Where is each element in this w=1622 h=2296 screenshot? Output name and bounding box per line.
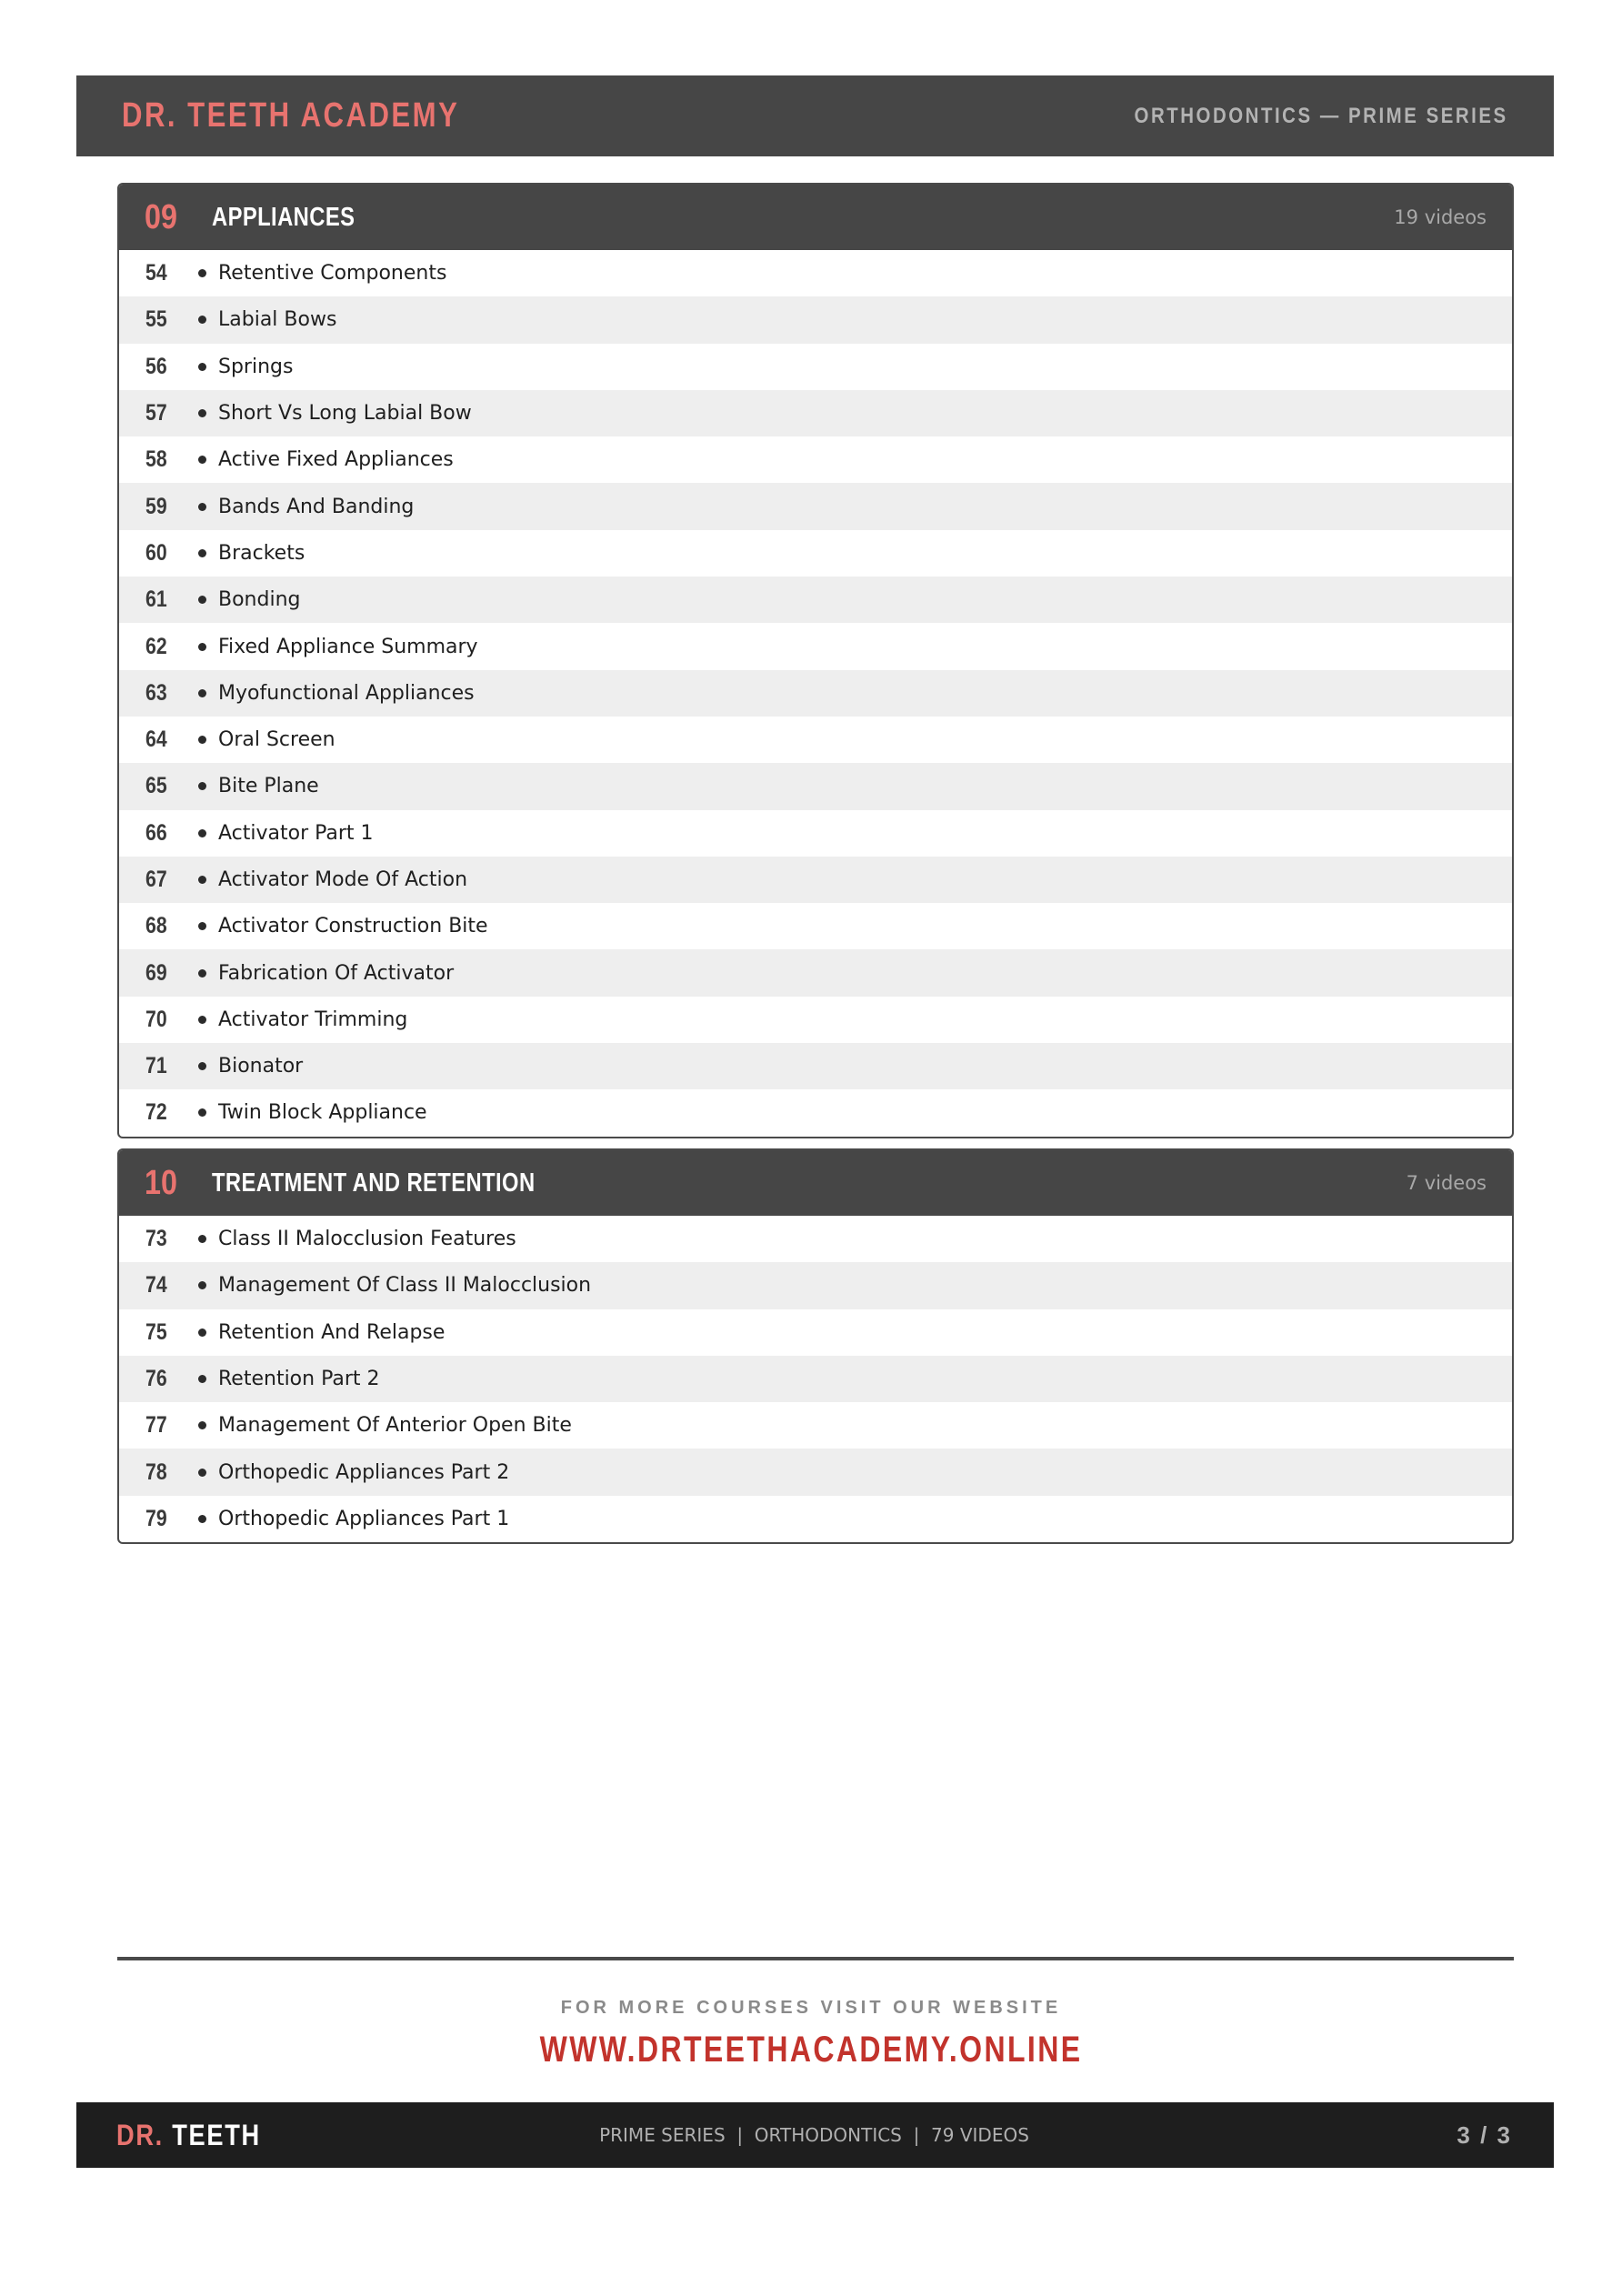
bullet-icon bbox=[198, 503, 206, 511]
item-number: 55 bbox=[145, 306, 167, 333]
page-footer bbox=[76, 2102, 1554, 2168]
bullet-icon bbox=[198, 1016, 206, 1024]
bullet-icon bbox=[198, 1281, 206, 1289]
item-label: Management Of Anterior Open Bite bbox=[218, 1414, 572, 1438]
list-item bbox=[119, 1402, 1512, 1449]
list-item bbox=[119, 717, 1512, 763]
list-item bbox=[119, 577, 1512, 623]
bullet-icon bbox=[198, 316, 206, 324]
item-label: Retention And Relapse bbox=[218, 1320, 446, 1344]
item-number: 58 bbox=[145, 446, 167, 473]
item-label: Retention Part 2 bbox=[218, 1368, 380, 1391]
list-item bbox=[119, 436, 1512, 483]
item-number: 73 bbox=[145, 1226, 167, 1252]
item-number: 78 bbox=[145, 1459, 167, 1485]
list-item bbox=[119, 810, 1512, 857]
bullet-icon bbox=[198, 922, 206, 930]
item-label: Activator Trimming bbox=[218, 1008, 408, 1031]
item-number: 70 bbox=[145, 1006, 167, 1032]
item-number: 77 bbox=[145, 1412, 167, 1439]
series-subtitle: ORTHODONTICS — PRIME SERIES bbox=[1134, 103, 1508, 128]
item-number: 65 bbox=[145, 773, 167, 799]
item-number: 69 bbox=[145, 959, 167, 986]
item-number: 71 bbox=[145, 1053, 167, 1079]
list-item bbox=[119, 1309, 1512, 1356]
item-label: Fixed Appliance Summary bbox=[218, 635, 478, 658]
list-item bbox=[119, 296, 1512, 343]
item-number: 56 bbox=[145, 353, 167, 379]
list-item bbox=[119, 344, 1512, 390]
item-label: Springs bbox=[218, 355, 294, 378]
item-label: Retentive Components bbox=[218, 262, 447, 286]
list-item bbox=[119, 1449, 1512, 1495]
bullet-icon bbox=[198, 269, 206, 277]
bullet-icon bbox=[198, 829, 206, 837]
item-label: Bite Plane bbox=[218, 775, 319, 798]
list-item bbox=[119, 1496, 1512, 1542]
footer-brand bbox=[116, 2119, 302, 2152]
item-number: 60 bbox=[145, 539, 167, 566]
bullet-icon bbox=[198, 1375, 206, 1383]
bullet-icon bbox=[198, 1108, 206, 1117]
bullet-icon bbox=[198, 782, 206, 790]
item-number: 79 bbox=[145, 1505, 167, 1531]
footer-brand-teeth: TEETH bbox=[172, 2118, 261, 2151]
bullet-icon bbox=[198, 363, 206, 371]
list-item bbox=[119, 903, 1512, 949]
item-number: 75 bbox=[145, 1318, 167, 1345]
bullet-icon bbox=[198, 1235, 206, 1243]
item-number: 76 bbox=[145, 1366, 167, 1392]
section-number: 09 bbox=[145, 197, 177, 236]
section-item-list bbox=[119, 1216, 1512, 1542]
footer-divider bbox=[117, 1957, 1514, 1960]
list-item bbox=[119, 1043, 1512, 1089]
section-title: APPLIANCES bbox=[212, 202, 355, 232]
item-label: Twin Block Appliance bbox=[218, 1101, 427, 1125]
item-label: Bionator bbox=[218, 1055, 304, 1078]
section-appliances bbox=[117, 183, 1514, 1138]
item-number: 64 bbox=[145, 727, 167, 753]
item-label: Active Fixed Appliances bbox=[218, 448, 454, 472]
item-label: Class II Malocclusion Features bbox=[218, 1228, 516, 1251]
footer-brand-dr: DR. bbox=[116, 2118, 164, 2151]
bullet-icon bbox=[198, 689, 206, 697]
item-number: 61 bbox=[145, 587, 167, 613]
item-label: Bands And Banding bbox=[218, 495, 415, 518]
item-label: Activator Mode Of Action bbox=[218, 868, 468, 891]
bullet-icon bbox=[198, 1515, 206, 1523]
list-item bbox=[119, 390, 1512, 436]
item-label: Fabrication Of Activator bbox=[218, 961, 455, 985]
page-header bbox=[76, 75, 1554, 156]
item-label: Activator Part 1 bbox=[218, 821, 374, 845]
visit-website-text: FOR MORE COURSES VISIT OUR WEBSITE bbox=[560, 1998, 1062, 2018]
section-video-count: 19 videos bbox=[1394, 206, 1487, 228]
item-label: Activator Construction Bite bbox=[218, 915, 488, 938]
bullet-icon bbox=[198, 409, 206, 417]
item-number: 72 bbox=[145, 1099, 167, 1126]
list-item bbox=[119, 1216, 1512, 1262]
bullet-icon bbox=[198, 596, 206, 604]
item-number: 74 bbox=[145, 1272, 167, 1298]
list-item bbox=[119, 623, 1512, 669]
item-number: 59 bbox=[145, 493, 167, 519]
list-item bbox=[119, 949, 1512, 996]
website-link[interactable] bbox=[0, 2030, 1622, 2070]
list-item bbox=[119, 530, 1512, 577]
list-item bbox=[119, 670, 1512, 717]
item-number: 66 bbox=[145, 819, 167, 846]
item-number: 67 bbox=[145, 867, 167, 892]
section-item-list bbox=[119, 250, 1512, 1137]
item-number: 54 bbox=[145, 260, 167, 286]
item-label: Orthopedic Appliances Part 1 bbox=[218, 1507, 510, 1530]
section-header bbox=[119, 185, 1512, 250]
item-number: 62 bbox=[145, 633, 167, 659]
bullet-icon bbox=[198, 643, 206, 651]
list-item bbox=[119, 1262, 1512, 1308]
section-title: TREATMENT AND RETENTION bbox=[212, 1168, 536, 1198]
item-number: 63 bbox=[145, 679, 167, 706]
item-number: 57 bbox=[145, 400, 167, 426]
list-item bbox=[119, 483, 1512, 529]
item-label: Brackets bbox=[218, 541, 305, 565]
bullet-icon bbox=[198, 549, 206, 557]
section-number: 10 bbox=[145, 1163, 177, 1202]
website-link-text[interactable]: WWW.DRTEETHACADEMY.ONLINE bbox=[539, 2030, 1083, 2070]
item-label: Management Of Class II Malocclusion bbox=[218, 1274, 592, 1298]
list-item bbox=[119, 997, 1512, 1043]
list-item bbox=[119, 1356, 1512, 1402]
section-header bbox=[119, 1150, 1512, 1216]
bullet-icon bbox=[198, 876, 206, 884]
bullet-icon bbox=[198, 1421, 206, 1429]
footer-meta: PRIME SERIES | ORTHODONTICS | 79 VIDEOS bbox=[599, 2124, 1029, 2146]
page-number: 3 / 3 bbox=[1457, 2121, 1512, 2149]
section-treatment-and-retention bbox=[117, 1148, 1514, 1544]
item-label: Labial Bows bbox=[218, 308, 337, 332]
item-label: Bonding bbox=[218, 588, 301, 612]
section-video-count: 7 videos bbox=[1406, 1172, 1487, 1194]
item-label: Myofunctional Appliances bbox=[218, 681, 475, 705]
bullet-icon bbox=[198, 969, 206, 978]
bullet-icon bbox=[198, 1469, 206, 1477]
list-item bbox=[119, 1089, 1512, 1136]
bullet-icon bbox=[198, 736, 206, 744]
item-number: 68 bbox=[145, 913, 167, 939]
brand-title: DR. TEETH ACADEMY bbox=[122, 96, 460, 135]
list-item bbox=[119, 763, 1512, 809]
item-label: Oral Screen bbox=[218, 728, 335, 752]
bullet-icon bbox=[198, 1062, 206, 1070]
bullet-icon bbox=[198, 456, 206, 464]
item-label: Short Vs Long Labial Bow bbox=[218, 402, 472, 426]
list-item bbox=[119, 250, 1512, 296]
item-label: Orthopedic Appliances Part 2 bbox=[218, 1460, 510, 1484]
bullet-icon bbox=[198, 1328, 206, 1337]
list-item bbox=[119, 857, 1512, 903]
